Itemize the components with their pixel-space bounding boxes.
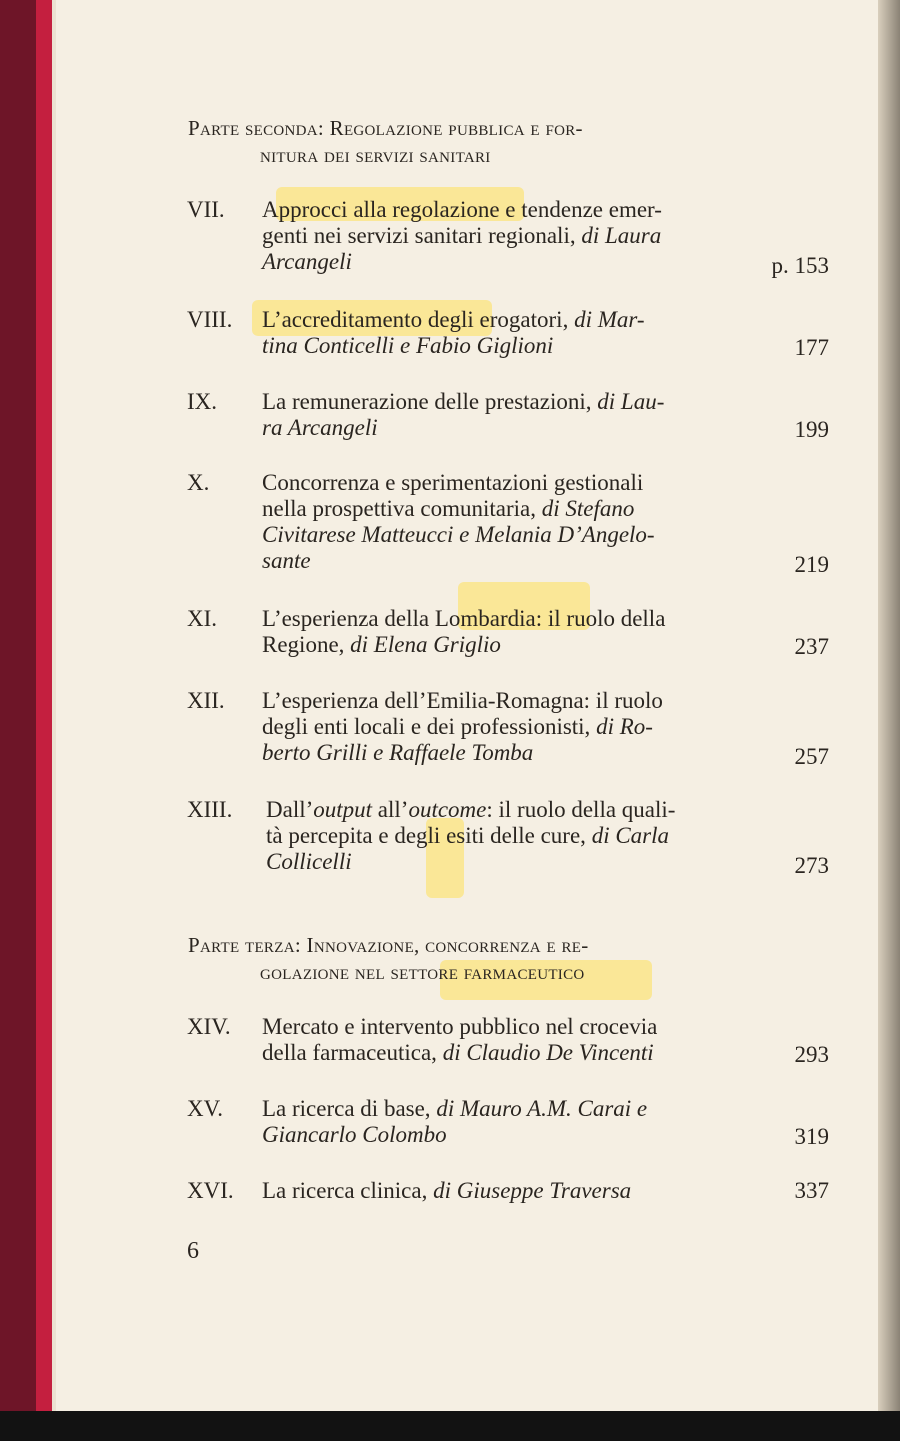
part-heading-continuation: golazione nel settore farmaceutico [260, 960, 585, 984]
chapter-title [262, 1178, 722, 1204]
part-heading-text: arte seconda: R [199, 116, 344, 140]
author-text: Collicelli [266, 849, 352, 874]
spine-ribbon [36, 0, 52, 1441]
title-text: degli enti locali e dei professionisti, [262, 714, 597, 739]
author-text: di Lau- [597, 389, 665, 414]
author-text: di Laura [581, 223, 662, 248]
author-text: Giancarlo Colombo [262, 1122, 447, 1147]
chapter-title [262, 688, 722, 766]
page-number: 219 [794, 552, 829, 577]
title-text: tà percepita e degli esiti delle cure, [266, 823, 592, 848]
title-text: La remunerazione delle prestazioni, [262, 389, 598, 414]
chapter-title [262, 1096, 722, 1148]
author-text: sante [262, 548, 311, 573]
chapter-number: VII. [187, 197, 225, 222]
chapter-number: XIII. [187, 797, 233, 822]
chapter-title [262, 470, 722, 574]
title-text: Approcci alla regolazione e tendenze emer- [262, 197, 662, 222]
title-term: outcome [408, 797, 487, 822]
title-text: : il ruolo della quali- [486, 797, 676, 822]
chapter-number: IX. [187, 389, 218, 414]
title-term: output [313, 797, 373, 822]
part-heading-title: nnovazione, concorrenza e re- [313, 933, 589, 957]
chapter-number: XI. [187, 606, 218, 631]
page-number: 257 [794, 744, 829, 769]
author-text: berto Grilli e Raffaele Tomba [262, 740, 534, 765]
title-text: La ricerca clinica, [262, 1178, 434, 1203]
chapter-title [262, 197, 722, 275]
chapter-number: XVI. [187, 1178, 234, 1203]
author-text: tina Conticelli e Fabio Giglioni [262, 333, 554, 358]
author-text: di Claudio De Vincenti [442, 1040, 654, 1065]
part-heading-initial: P [188, 933, 200, 957]
title-text: Dall’ [266, 797, 314, 822]
title-text: Regione, [262, 632, 351, 657]
page-number: 293 [794, 1042, 829, 1067]
author-text: di Mauro A.M. Carai e [436, 1096, 648, 1121]
title-text: L’esperienza dell’Emilia-Romagna: il ruolo [262, 688, 663, 713]
part-heading-title: egolazione pubblica e for- [343, 116, 583, 140]
author-text: di Stefano [541, 496, 635, 521]
page-number: 177 [794, 335, 829, 360]
title-text: Concorrenza e sperimentazioni gestionali [262, 470, 644, 495]
chapter-number: X. [187, 470, 210, 495]
chapter-title [262, 606, 722, 658]
page-number: 237 [794, 634, 829, 659]
chapter-title [262, 389, 722, 441]
author-text: di Giuseppe Traversa [433, 1178, 632, 1203]
author-text: ra Arcangeli [262, 415, 378, 440]
chapter-number: XII. [187, 688, 225, 713]
page-number: 337 [794, 1178, 829, 1203]
author-text: Civitarese Matteucci e Melania D’Angelo- [262, 522, 655, 547]
title-text: L’esperienza della Lombardia: il ruolo della [262, 606, 666, 631]
folio-page-number: 6 [187, 1238, 199, 1264]
page-number: 199 [794, 417, 829, 442]
page-number: 319 [794, 1124, 829, 1149]
page-edge-shadow [878, 0, 900, 1441]
chapter-number: VIII. [187, 307, 233, 332]
chapter-title [262, 307, 722, 359]
author-text: di Carla [591, 823, 670, 848]
chapter-title [266, 797, 726, 875]
title-text: Mercato e intervento pubblico nel crocevia [262, 1014, 658, 1039]
author-text: Arcangeli [262, 249, 352, 274]
title-text: della farmaceutica, [262, 1040, 443, 1065]
chapter-number: XV. [187, 1096, 224, 1121]
part-heading [188, 932, 589, 986]
chapter-number: XIV. [187, 1014, 231, 1039]
page-number: p. 153 [771, 253, 829, 278]
part-heading-continuation: nitura dei servizi sanitari [260, 143, 491, 167]
author-text: di Ro- [596, 714, 653, 739]
title-text: all’ [372, 797, 409, 822]
title-text: L’accreditamento degli erogatori, [262, 307, 575, 332]
part-heading-text: arte terza: I [199, 933, 314, 957]
title-text: genti nei servizi sanitari regionali, [262, 223, 582, 248]
scan-bottom-border [0, 1411, 900, 1441]
part-heading-initial: P [188, 116, 200, 140]
chapter-title [262, 1014, 722, 1066]
book-spine [0, 0, 36, 1441]
part-heading [188, 115, 583, 169]
spine-gutter [52, 0, 56, 1441]
author-text: di Elena Griglio [350, 632, 501, 657]
author-text: di Mar- [574, 307, 645, 332]
title-text: La ricerca di base, [262, 1096, 437, 1121]
title-text: nella prospettiva comunitaria, [262, 496, 542, 521]
page-number: 273 [794, 853, 829, 878]
